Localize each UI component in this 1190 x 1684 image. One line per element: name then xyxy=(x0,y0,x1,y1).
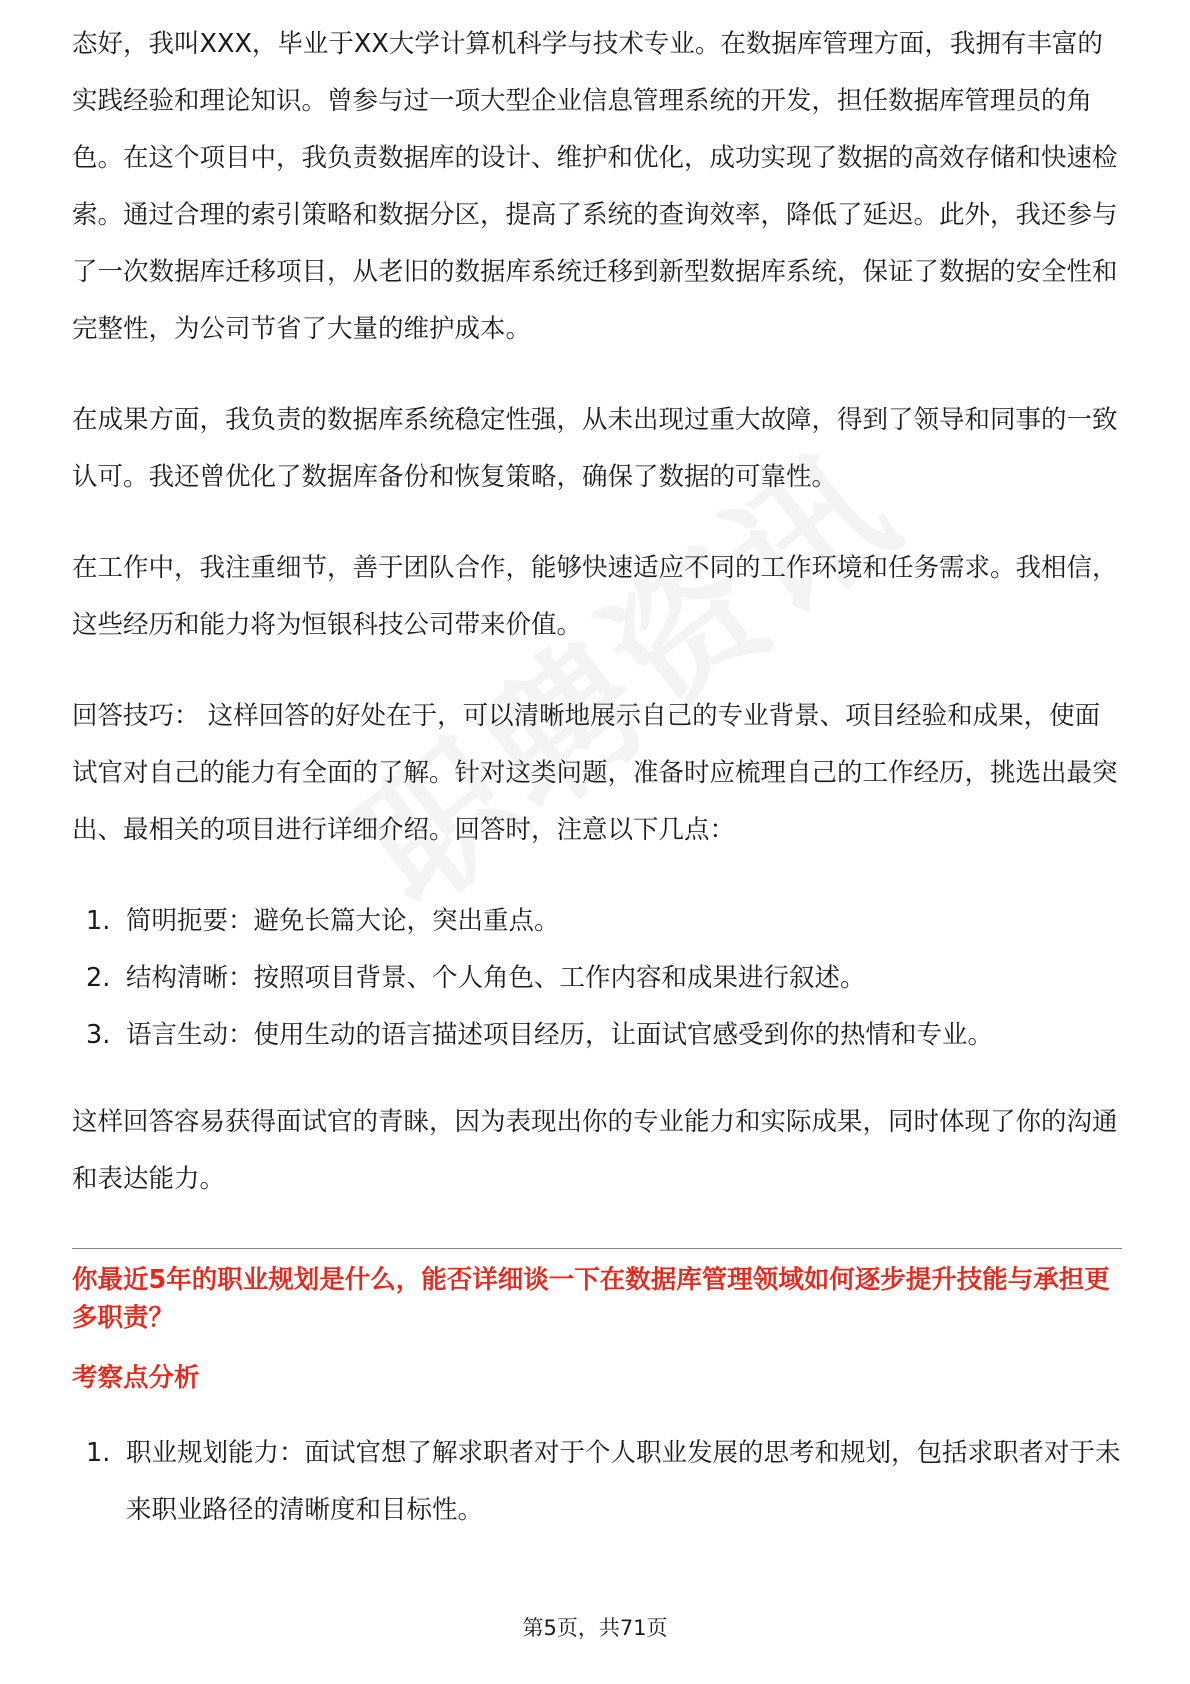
section-heading: 考察点分析 xyxy=(72,1363,200,1393)
list-item: 3. 语言生动：使用生动的语言描述项目经历，让面试官感受到你的热情和专业。 xyxy=(86,1020,994,1050)
paragraph-intro: 态好，我叫XXX，毕业于XX大学计算机科学与技术专业。在数据库管理方面，我拥有丰富的实践经验和理论知识。曾参与过一项大型企业信息管理系统的开发，担任数据库管理员的角色。在这个项目中，我负责数据库的设计、维护和优化，成功实现了数据的高效存储和快速检索。通过合理的索引策略和数据分区，提高了系统的查询效率，降低了延迟。此外，我还参与了一次数据库迁移项目，从老旧的数据库系统迁移到新型数据库系统，保证了数据的安全性和完整性，为公司节省了大量的维护成本。 xyxy=(72,29,1118,344)
content xyxy=(72,24,1122,1539)
list-item: 2. 结构清晰：按照项目背景、个人角色、工作内容和成果进行叙述。 xyxy=(86,963,866,993)
paragraph-closing: 这样回答容易获得面试官的青睐，因为表现出你的专业能力和实际成果，同时体现了你的沟通和表达能力。 xyxy=(72,1107,1118,1194)
list-item: 1. 简明扼要：避免长篇大论，突出重点。 xyxy=(86,906,560,936)
paragraph-answer-tips: 回答技巧： 这样回答的好处在于，可以清晰地展示自己的专业背景、项目经验和成果，使面试官对自己的能力有全面的了解。针对这类问题，准备时应梳理自己的工作经历，挑选出最突出、最相关的项目进行详细介绍。回答时，注意以下几点： xyxy=(72,701,1118,845)
paragraph-work-style: 在工作中，我注重细节，善于团队合作，能够快速适应不同的工作环境和任务需求。我相信，这些经历和能力将为恒银科技公司带来价值。 xyxy=(72,553,1118,640)
section-divider xyxy=(72,1248,1122,1249)
page-number: 第5页，共71页 xyxy=(522,1616,668,1640)
question-title: 你最近5年的职业规划是什么，能否详细谈一下在数据库管理领域如何逐步提升技能与承担更多职责？ xyxy=(72,1265,1110,1333)
list-item: 1. 职业规划能力：面试官想了解求职者对于个人职业发展的思考和规划，包括求职者对于未来职业路径的清晰度和目标性。 xyxy=(86,1438,1121,1525)
paragraph-achievements: 在成果方面，我负责的数据库系统稳定性强，从未出现过重大故障，得到了领导和同事的一致认可。我还曾优化了数据库备份和恢复策略，确保了数据的可靠性。 xyxy=(72,405,1118,492)
tips-list xyxy=(72,893,1122,1064)
analysis-list xyxy=(72,1425,1122,1539)
